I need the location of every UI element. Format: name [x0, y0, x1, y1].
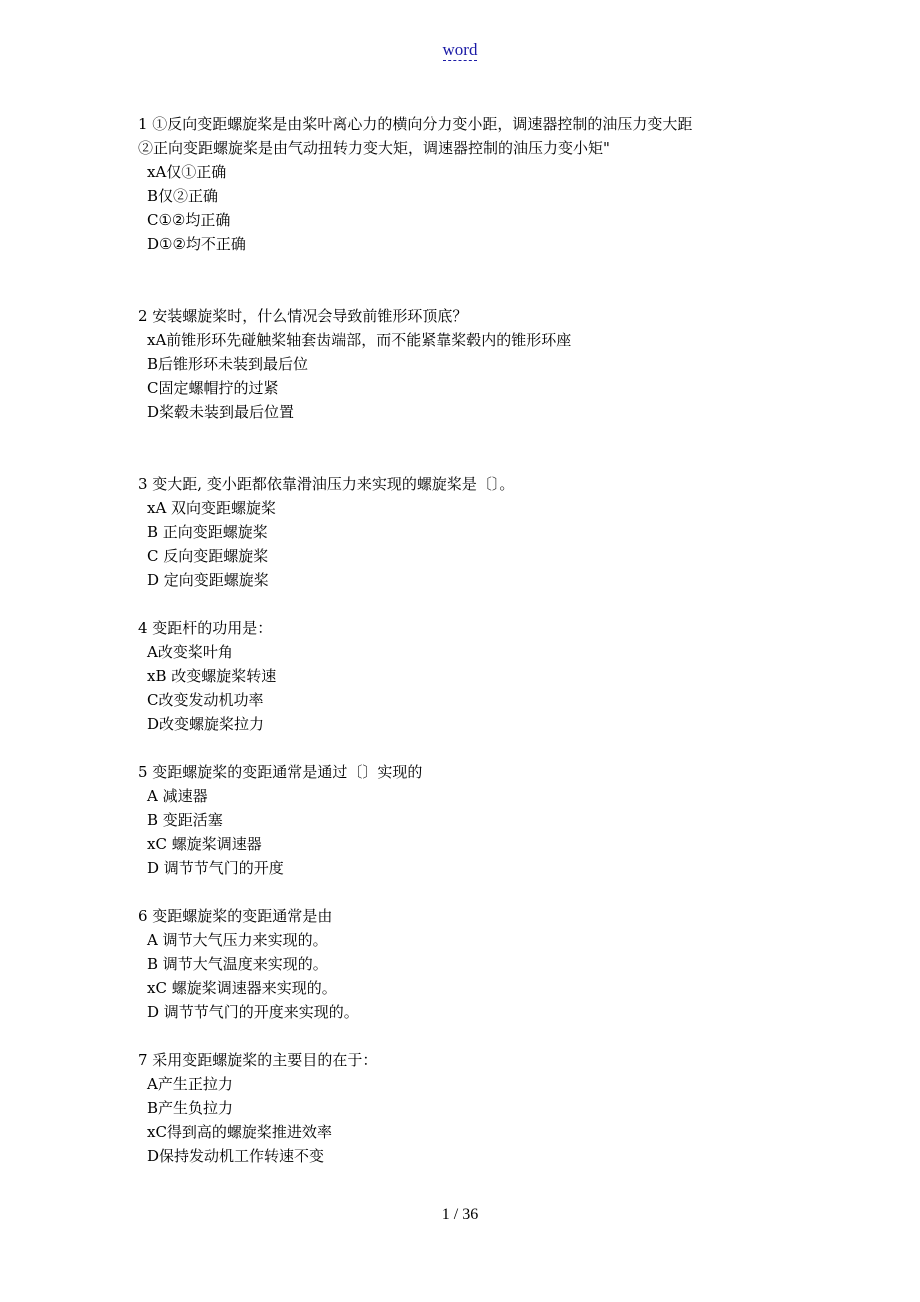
- option-c: C①②均正确: [147, 211, 231, 229]
- option-b: B后锥形环未装到最后位: [147, 355, 309, 373]
- question-list: [138, 112, 778, 1168]
- header-link-word[interactable]: word: [442, 40, 478, 59]
- question-text: 1 ①反向变距螺旋桨是由桨叶离心力的横向分力变小距，调速器控制的油压力变大距: [138, 115, 693, 133]
- question-text: ②正向变距螺旋桨是由气动扭转力变大矩，调速器控制的油压力变小矩": [138, 139, 610, 157]
- option-a: A 调节大气压力来实现的。: [147, 931, 328, 949]
- question-text: 7 采用变距螺旋桨的主要目的在于：: [138, 1051, 378, 1069]
- option-d: D 调节节气门的开度来实现的。: [147, 1003, 359, 1021]
- question-3: [138, 472, 778, 592]
- question-text: 6 变距螺旋桨的变距通常是由: [138, 907, 333, 925]
- option-c: xC得到高的螺旋桨推进效率: [147, 1123, 332, 1141]
- option-d: D 定向变距螺旋桨: [147, 571, 269, 589]
- option-a: A改变桨叶角: [147, 643, 233, 661]
- page-header: [0, 40, 920, 60]
- question-5: [138, 760, 778, 880]
- option-d: D桨毂未装到最后位置: [147, 403, 295, 421]
- option-b: B产生负拉力: [147, 1099, 234, 1117]
- option-a: xA仅①正确: [147, 163, 227, 181]
- option-d: D保持发动机工作转速不变: [147, 1147, 325, 1165]
- question-2: [138, 304, 778, 424]
- option-a: xA前锥形环先碰触桨轴套齿端部，而不能紧靠桨毂内的锥形环座: [147, 331, 572, 349]
- option-b: B 调节大气温度来实现的。: [147, 955, 328, 973]
- question-text: 3 变大距, 变小距都依靠滑油压力来实现的螺旋桨是〔〕。: [138, 475, 515, 493]
- option-c: xC 螺旋桨调速器来实现的。: [147, 979, 337, 997]
- option-b: B仅②正确: [147, 187, 219, 205]
- question-6: [138, 904, 778, 1024]
- question-text: 2 安装螺旋桨时，什么情况会导致前锥形环顶底？: [138, 307, 468, 325]
- option-c: C固定螺帽拧的过紧: [147, 379, 279, 397]
- option-a: A产生正拉力: [147, 1075, 233, 1093]
- option-c: xC 螺旋桨调速器: [147, 835, 262, 853]
- option-c: C 反向变距螺旋桨: [147, 547, 269, 565]
- question-7: [138, 1048, 778, 1168]
- option-a: xA 双向变距螺旋桨: [147, 499, 277, 517]
- page-number: 1 / 36: [441, 1206, 479, 1223]
- question-1: [138, 112, 778, 256]
- question-text: 5 变距螺旋桨的变距通常是通过〔〕实现的: [138, 763, 423, 781]
- option-c: C改变发动机功率: [147, 691, 264, 709]
- question-text: 4 变距杆的功用是：: [138, 619, 273, 637]
- option-d: D 调节节气门的开度: [147, 859, 284, 877]
- option-b: xB 改变螺旋桨转速: [147, 667, 277, 685]
- option-a: A 减速器: [147, 787, 208, 805]
- option-d: D①②均不正确: [147, 235, 246, 253]
- option-b: B 变距活塞: [147, 811, 223, 829]
- question-4: [138, 616, 778, 736]
- option-b: B 正向变距螺旋桨: [147, 523, 268, 541]
- option-d: D改变螺旋桨拉力: [147, 715, 265, 733]
